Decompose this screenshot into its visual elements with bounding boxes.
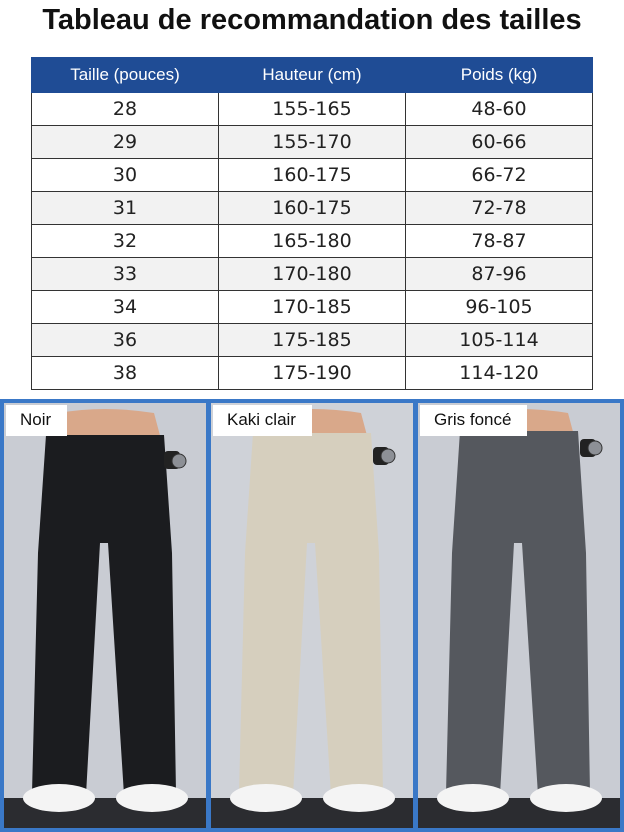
product-photo-black xyxy=(4,403,206,828)
table-row xyxy=(32,159,593,192)
weight-cell: 66-72 xyxy=(406,159,593,192)
page-title: Tableau de recommandation des tailles xyxy=(42,4,582,36)
table-row xyxy=(32,192,593,225)
height-cell: 155-165 xyxy=(219,93,406,126)
size-cell: 36 xyxy=(32,324,219,357)
pants-illustration-dark-grey xyxy=(418,403,620,828)
height-cell: 160-175 xyxy=(219,159,406,192)
pants-illustration-light-khaki xyxy=(211,403,413,828)
size-cell: 30 xyxy=(32,159,219,192)
table-row xyxy=(32,93,593,126)
height-cell: 170-180 xyxy=(219,258,406,291)
size-cell: 33 xyxy=(32,258,219,291)
weight-cell: 96-105 xyxy=(406,291,593,324)
product-photo-light-khaki xyxy=(211,403,413,828)
table-header-row xyxy=(32,58,593,93)
product-photo-dark-grey xyxy=(418,403,620,828)
pants-illustration-black xyxy=(4,403,206,828)
size-cell: 28 xyxy=(32,93,219,126)
size-cell: 31 xyxy=(32,192,219,225)
weight-cell: 87-96 xyxy=(406,258,593,291)
column-header-weight: Poids (kg) xyxy=(406,58,593,93)
table-row xyxy=(32,126,593,159)
table-row xyxy=(32,225,593,258)
height-cell: 170-185 xyxy=(219,291,406,324)
size-cell: 29 xyxy=(32,126,219,159)
weight-cell: 72-78 xyxy=(406,192,593,225)
weight-cell: 48-60 xyxy=(406,93,593,126)
height-cell: 155-170 xyxy=(219,126,406,159)
weight-cell: 60-66 xyxy=(406,126,593,159)
height-cell: 175-190 xyxy=(219,357,406,390)
height-cell: 165-180 xyxy=(219,225,406,258)
weight-cell: 78-87 xyxy=(406,225,593,258)
size-cell: 34 xyxy=(32,291,219,324)
table-row xyxy=(32,324,593,357)
column-header-height: Hauteur (cm) xyxy=(219,58,406,93)
size-table xyxy=(31,57,593,390)
color-label: Noir xyxy=(6,405,67,436)
column-header-size: Taille (pouces) xyxy=(32,58,219,93)
color-label: Kaki clair xyxy=(213,405,312,436)
weight-cell: 105-114 xyxy=(406,324,593,357)
weight-cell: 114-120 xyxy=(406,357,593,390)
color-label: Gris foncé xyxy=(420,405,527,436)
table-row xyxy=(32,291,593,324)
color-photo-strip xyxy=(0,399,624,832)
table-row xyxy=(32,357,593,390)
table-row xyxy=(32,258,593,291)
height-cell: 160-175 xyxy=(219,192,406,225)
size-cell: 38 xyxy=(32,357,219,390)
size-cell: 32 xyxy=(32,225,219,258)
height-cell: 175-185 xyxy=(219,324,406,357)
